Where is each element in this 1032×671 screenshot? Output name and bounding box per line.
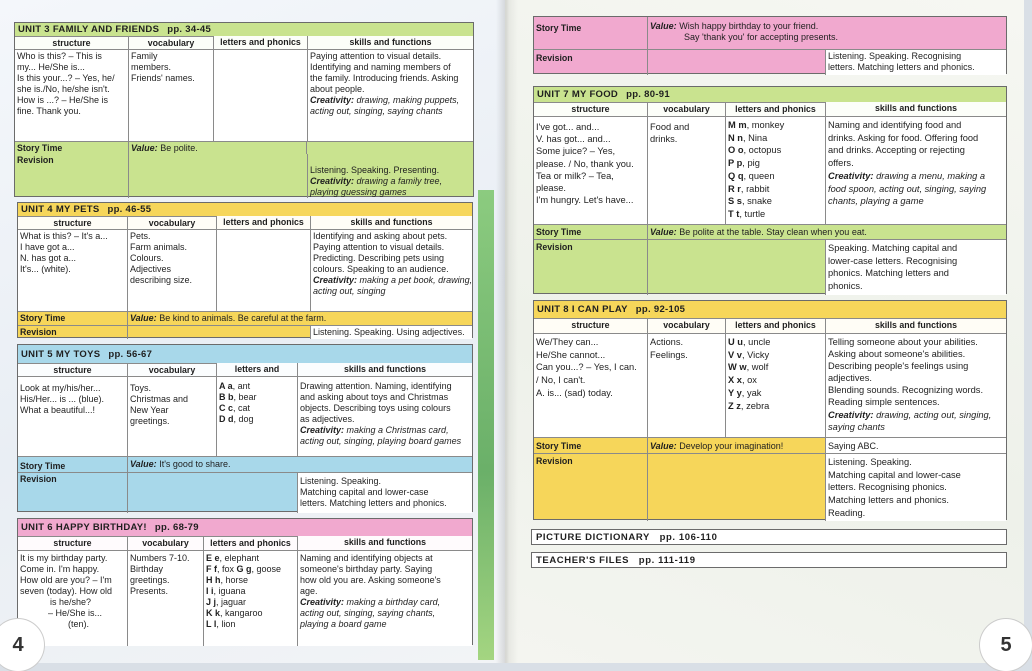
unit7-structure: I've got... and... V. has got... and... Some juice? – Yes, please. / No, thank you. Tea or milk? – Tea, please. I'm hungry. Let's have...	[534, 117, 648, 224]
unit6-vocabulary: Numbers 7-10. Birthday greetings. Presents.	[128, 551, 204, 646]
unit6-structure: It is my birthday party. Come in. I'm happy. How old are you? – I'm seven (today). How old is he/she? – He/She is... (ten).	[18, 551, 128, 646]
decorative-strip	[478, 190, 494, 660]
col-letters: letters and phonics	[214, 36, 308, 49]
unit5-vocabulary: Toys. Christmas and New Year greetings.	[128, 377, 217, 456]
unit8-letters: U u, uncle V v, Vicky W w, wolf X x, ox Y y, yak Z z, zebra	[726, 334, 826, 437]
unit4-structure: What is this? – It's a... I have got a... N. has got a... It's... (white).	[18, 230, 128, 311]
unit8-vocabulary: Actions. Feelings.	[648, 334, 726, 437]
unit5-story-value: Value: It's good to share.	[130, 459, 231, 469]
unit5-letters: A a, ant B b, bear C c, cat D d, dog	[217, 377, 298, 456]
top-story-value: Value: Wish happy birthday to your friend. Say 'thank you' for accepting presents.	[650, 21, 839, 42]
unit8-skills: Telling someone about your abilities. Asking about someone's abilities. Describing people's feelings using adjectives. Blending sounds. Recognizing words. Reading simple sentences. Creativity: drawing, acting out, singing, saying chants	[828, 337, 992, 432]
page-number-left: 4	[0, 619, 44, 671]
unit3-structure: Who is this? – This is my... He/She is... Is this your...? – Yes, he/ she is./No, he/she isn't. How is ...? – He/She is fine. Thank you.	[15, 50, 129, 141]
top-block: Story Time Value: Wish happy birthday to your friend. Say 'thank you' for accepting presents. Revision Listening. Speaking. Recognising letters. Matching letters and phonics.	[533, 16, 1007, 74]
unit4-revision-skills: Listening. Speaking. Using adjectives.	[311, 326, 472, 339]
unit7-letters: M m, monkey N n, Nina O o, octopus P p, pig Q q, queen R r, rabbit S s, snake T t, turtle	[726, 117, 826, 224]
unit3-letters	[214, 50, 308, 141]
unit3-skills: Paying attention to visual details. Identifying and naming members of the family. Introducing friends. Asking about people. Creativity: drawing, making puppets, acting out, singing, saying chants	[310, 51, 460, 116]
unit7-title: UNIT 7 MY FOOD pp. 80-91	[537, 89, 670, 100]
unit4-block: UNIT 4 MY PETS pp. 46-55 structure vocabulary letters and phonics skills and functions What is this? – It's a... I have got a... N. has got a... It's... (white). Pets. Farm animals. Colours. Adjectives describing size. Identifying and asking about pets. Paying attention to visual details. Predicting. Describing pets using colours. Speaking to an audience. Creativity: making a pet book, drawing, acting out, singing Story Time Value: Be kind to animals. Be careful at the farm. Revision Listening. Speaking. Using adjectives.	[17, 202, 473, 338]
unit8-story-value: Value: Develop your imagination!	[648, 438, 826, 453]
unit4-skills: Identifying and asking about pets. Paying attention to visual details. Predicting. Describing pets using colours. Speaking to an audience. Creativity: making a pet book, drawing, acting out, singing	[313, 231, 473, 296]
unit3-story-value: Value: Be polite.	[129, 142, 307, 154]
unit3-block	[14, 22, 474, 197]
unit7-skills: Naming and identifying food and drinks. Asking for food. Offering food and drinks. Accepting or rejecting offers. Creativity: drawing a menu, making a food spoon, acting out, singing, saying chants, playing a game	[828, 120, 987, 207]
unit8-block: UNIT 8 I CAN PLAY pp. 92-105 structure vocabulary letters and phonics skills and functions We/They can... He/She cannot... Can you...? – Yes, I can. / No, I can't. A. is... (sad) today. Actions. Feelings. U u, uncle V v, Vicky W w, wolf X x, ox Y y, yak Z z, zebra Telling someone about your abilities. Asking about someone's abilities. Describing people's feelings using adjectives. Blending sounds. Recognizing words. Reading simple sentences. Creativity: drawing, acting out, singing, saying chants Story Time Value: Develop your imagination! Saying ABC. Revision Listening. Speaking. Matching capital and lower-case letters. Recognising phonics. Matching letters and phonics. Reading.	[533, 300, 1007, 520]
unit5-structure: Look at my/his/her... His/Her... is ... (blue). What a beautiful...!	[18, 377, 128, 456]
unit6-title: UNIT 6 HAPPY BIRTHDAY! pp. 68-79	[21, 522, 199, 533]
unit7-vocabulary: Food and drinks.	[648, 117, 726, 224]
unit6-letters: E e, elephant F f, fox G g, goose H h, horse I i, iguana J j, jaguar K k, kangaroo L l, lion	[204, 551, 298, 646]
unit8-story-skills: Saying ABC.	[826, 438, 1006, 453]
unit7-block: UNIT 7 MY FOOD pp. 80-91 structure vocabulary letters and phonics skills and functions I've got... and... V. has got... and... Some juice? – Yes, please. / No, thank you. Tea or milk? – Tea, please. I'm hungry. Let's have... Food and drinks. M m, monkey N n, Nina O o, octopus P p, pig Q q, queen R r, rabbit S s, snake T t, turtle Naming and identifying food and drinks. Asking for food. Offering food and drinks. Accepting or rejecting offers. Creativity: drawing a menu, making a food spoon, acting out, singing, saying chants, playing a game Story Time Value: Be polite at the table. Stay clean when you eat. Revision Speaking. Matching capital and lower-case letters. Recognising phonics. Matching letters and phonics.	[533, 86, 1007, 294]
unit4-story-value: Value: Be kind to animals. Be careful at the farm.	[130, 313, 327, 323]
col-skills: skills and functions	[308, 36, 473, 49]
col-structure: structure	[15, 36, 129, 49]
unit8-structure: We/They can... He/She cannot... Can you...? – Yes, I can. / No, I can't. A. is... (sad) today.	[534, 334, 648, 437]
unit6-block: UNIT 6 HAPPY BIRTHDAY! pp. 68-79 structure vocabulary letters and phonics skills and functions It is my birthday party. Come in. I'm happy. How old are you? – I'm seven (today). How old is he/she? – He/She is... (ten). Numbers 7-10. Birthday greetings. Presents. E e, elephant F f, fox G g, goose H h, horse I i, iguana J j, jaguar K k, kangaroo L l, lion Naming and identifying objects at someone's birthday party. Saying how old you are. Asking someone's age. Creativity: making a birthday card, acting out, singing, saying chants, playing a board game	[17, 518, 473, 645]
unit8-revision-skills: Listening. Speaking. Matching capital and lower-case letters. Recognising phonics. Matching letters and phonics. Reading.	[826, 454, 1006, 521]
unit7-story-value: Value: Be polite at the table. Stay clean when you eat.	[650, 227, 867, 237]
picture-dictionary-row: PICTURE DICTIONARY pp. 106-110	[531, 529, 1007, 545]
unit6-skills: Naming and identifying objects at someone's birthday party. Saying how old you are. Asking someone's age. Creativity: making a birthday card, acting out, singing, saying chants, playing a board game	[300, 553, 441, 629]
unit4-vocabulary: Pets. Farm animals. Colours. Adjectives describing size.	[128, 230, 217, 311]
unit3-revision-skills: Listening. Speaking. Presenting. Creativity: drawing a family tree, playing guessing games	[310, 165, 443, 197]
unit7-revision-skills: Speaking. Matching capital and lower-case letters. Recognising phonics. Matching letters and phonics.	[826, 240, 1006, 295]
unit3-revision-label: Revision	[15, 154, 129, 198]
unit8-title: UNIT 8 I CAN PLAY pp. 92-105	[537, 304, 686, 315]
teachers-files-row: TEACHER'S FILES pp. 111-119	[531, 552, 1007, 568]
col-vocabulary: vocabulary	[129, 36, 214, 49]
unit5-title: UNIT 5 MY TOYS pp. 56-67	[21, 349, 153, 360]
book-gutter	[496, 0, 518, 663]
unit3-title: UNIT 3 FAMILY AND FRIENDS pp. 34-45	[15, 23, 473, 36]
unit3-vocabulary: Family members. Friends' names.	[129, 50, 214, 141]
unit5-skills: Drawing attention. Naming, identifying and asking about toys and Christmas objects. Describing toys using colours as adjectives. Creativity: making a Christmas card, acting out, singing, playing board games	[300, 381, 462, 446]
unit5-revision-skills: Listening. Speaking. Matching capital and lower-case letters. Matching letters and phonics.	[298, 473, 472, 513]
unit4-title: UNIT 4 MY PETS pp. 46-55	[21, 204, 152, 215]
unit5-block: UNIT 5 MY TOYS pp. 56-67 structure vocabulary letters and skills and functions Look at my/his/her... His/Her... is ... (blue). What a beautiful...! Toys. Christmas and New Year greetings. A a, ant B b, bear C c, cat D d, dog Drawing attention. Naming, identifying and asking about toys and Christmas objects. Describing toys using colours as adjectives. Creativity: making a Christmas card, acting out, singing, playing board games Story Time Value: It's good to share. Revision Listening. Speaking. Matching capital and lower-case letters. Matching letters and phonics.	[17, 344, 473, 512]
unit3-story-label: Story Time	[15, 142, 129, 154]
top-revision-skills: Listening. Speaking. Recognising letters. Matching letters and phonics.	[826, 50, 1006, 75]
page-number-right: 5	[980, 619, 1032, 671]
